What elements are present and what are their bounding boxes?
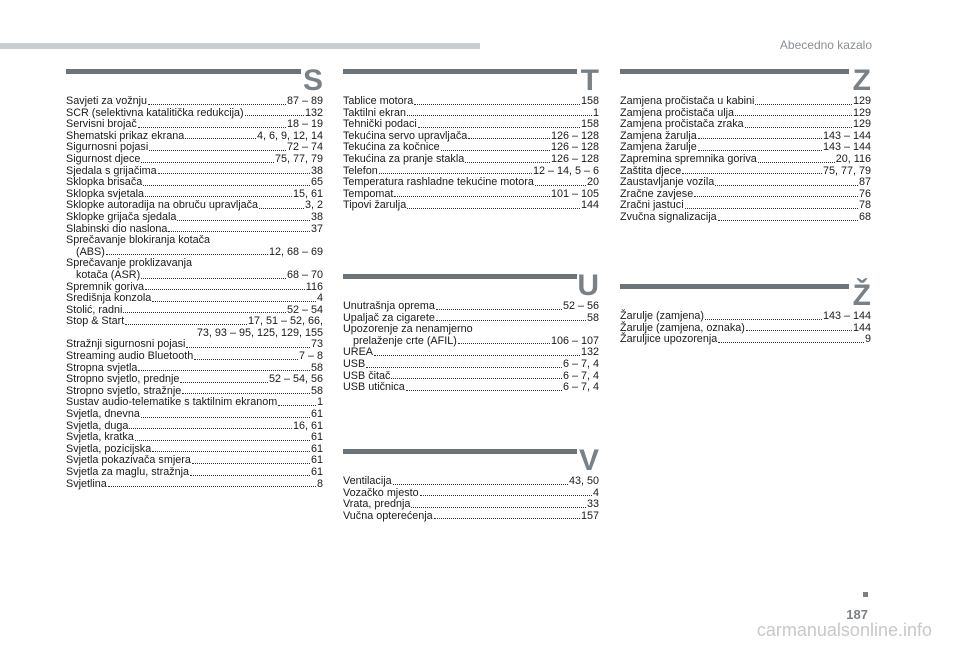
section-header: [343, 271, 599, 301]
section-header: [66, 66, 323, 96]
entry-page: 157: [580, 509, 599, 522]
entry-label: Svjetlina: [66, 477, 107, 490]
entry-page: 4, 6, 9, 12, 14: [256, 129, 323, 142]
entry-page: 7 – 8: [298, 350, 323, 363]
entry-label: Svjetla, dnevna: [66, 408, 140, 421]
entry-label: Sklopke grijača sjedala: [66, 210, 177, 223]
leader-dots: [418, 127, 580, 128]
entry-label: Sjedala s grijačima: [66, 164, 157, 177]
leader-dots: [394, 196, 550, 197]
index-entries: [343, 96, 599, 212]
index-entry: [343, 154, 599, 166]
leader-dots: [406, 390, 562, 391]
leader-dots: [379, 173, 532, 174]
entry-page: 3, 2: [304, 199, 323, 212]
index-entry: [66, 293, 323, 305]
leader-dots: [192, 463, 310, 464]
index-entry: [620, 96, 871, 108]
entry-page: 106 – 107: [550, 334, 599, 347]
index-entry: [66, 351, 323, 363]
entry-label: Zamjena žarulja: [620, 129, 697, 142]
leader-dots: [108, 486, 316, 487]
leader-dots: [149, 150, 286, 151]
entry-page: 58: [310, 384, 323, 397]
entry-page: 78: [858, 199, 871, 212]
section-rule: [343, 449, 577, 454]
section-V: [343, 446, 599, 522]
leader-dots: [190, 475, 310, 476]
leader-dots: [145, 289, 305, 290]
leader-dots: [374, 355, 580, 356]
entry-page: 158: [580, 118, 599, 131]
entry-page: 43, 50: [568, 475, 599, 487]
entry-label: Stropno svjetlo, stražnje: [66, 384, 182, 397]
leader-dots: [698, 138, 822, 139]
index-entries: [66, 96, 323, 490]
entry-label: Zračni jastuci: [620, 199, 684, 212]
leader-dots: [152, 451, 310, 452]
entry-page: 73: [310, 338, 323, 351]
section-header: [620, 66, 871, 96]
section-S: [66, 66, 323, 490]
leader-dots: [245, 115, 304, 116]
leader-dots: [182, 393, 310, 394]
entry-label: Svjetla, duga: [66, 419, 129, 432]
leader-dots: [141, 162, 274, 163]
entry-page: 72 – 74: [286, 141, 323, 154]
entry-label: Zaštita djece: [620, 164, 682, 177]
leader-dots: [186, 347, 310, 348]
index-entry: [343, 382, 599, 394]
entry-page: 58: [586, 311, 599, 324]
entry-label: Taktilni ekran: [343, 106, 407, 119]
section-letter: T: [580, 64, 599, 97]
index-entry: [620, 154, 871, 166]
entry-page: 6 – 7, 4: [562, 357, 599, 370]
section-U: [343, 271, 599, 394]
entry-page: 12, 68 – 69: [268, 245, 323, 258]
leader-dots: [685, 208, 858, 209]
section-Z: [620, 66, 871, 224]
entry-label: Stop & Start: [66, 315, 125, 328]
entry-page: 9: [864, 333, 871, 346]
index-entry: [343, 476, 599, 488]
index-entry: [343, 301, 599, 313]
entry-label: Ventilacija: [343, 475, 392, 487]
entry-label: Svjetla, kratka: [66, 431, 134, 444]
entry-label: USB čitač: [343, 369, 391, 382]
entry-label: Zamjena pročistača u kabini: [620, 95, 755, 107]
leader-dots: [194, 359, 298, 360]
leader-dots: [148, 104, 286, 105]
entry-page: 126 – 128: [550, 129, 599, 142]
entry-page: 61: [310, 408, 323, 421]
entry-page: 4: [592, 486, 599, 499]
entry-page: 33: [586, 498, 599, 511]
entry-page: 143 – 144: [822, 310, 871, 322]
entry-label: Spremnik goriva: [66, 280, 145, 293]
entry-label: prelaženje crte (AFIL): [353, 334, 457, 347]
section-letter: Ž: [852, 279, 871, 312]
watermark: carmanualsonline.info: [756, 620, 932, 640]
leader-dots: [177, 220, 310, 221]
index-entry: [620, 334, 871, 346]
index-entries: [343, 476, 599, 522]
leader-dots: [694, 196, 858, 197]
entry-label: Stropno svjetlo, prednje: [66, 373, 180, 386]
leader-dots: [143, 185, 310, 186]
entry-page: 129: [852, 106, 871, 119]
entry-label: Temperatura rashladne tekućine motora: [343, 176, 534, 189]
leader-dots: [698, 150, 822, 151]
entry-label: Zračne zavjese: [620, 187, 694, 200]
leader-dots: [135, 440, 310, 441]
entry-page: 61: [310, 431, 323, 444]
leader-dots: [755, 104, 852, 105]
entry-label: Vozačko mjesto: [343, 486, 419, 499]
leader-dots: [465, 162, 550, 163]
entry-page: 15, 61: [292, 187, 323, 200]
index-entry: [343, 96, 599, 108]
entry-page: 1: [316, 396, 323, 409]
entry-label: Savjeti za vožnju: [66, 95, 148, 107]
index-entry: [620, 212, 871, 224]
entry-label: Zamjena pročistača ulja: [620, 106, 735, 119]
entry-label: Slabinski dio naslona: [66, 222, 168, 235]
header-bar: [0, 43, 480, 49]
leader-dots: [366, 367, 562, 368]
index-entry: [66, 479, 323, 491]
entry-page: 52 – 54: [286, 303, 323, 316]
entry-page: 18 – 19: [286, 118, 323, 131]
entry-label: Svjetla, pozicijska: [66, 442, 152, 455]
entry-label: Telefon: [343, 164, 378, 177]
entry-page: 101 – 105: [550, 187, 599, 200]
leader-dots: [715, 185, 858, 186]
entry-page: 87: [858, 176, 871, 189]
index-entry: [620, 177, 871, 189]
leader-dots: [278, 405, 316, 406]
leader-dots: [441, 150, 550, 151]
entry-label: Stražnji sigurnosni pojasi: [66, 338, 186, 351]
entry-page: 143 – 144: [822, 129, 871, 142]
entry-label: Žarulje (zamjena, oznaka): [620, 321, 745, 334]
leader-dots: [141, 417, 310, 418]
section-rule: [620, 284, 849, 289]
entry-label: Streaming audio Bluetooth: [66, 350, 194, 363]
entry-page: 58: [310, 361, 323, 374]
entry-label: Stropna svjetla: [66, 361, 138, 374]
leader-dots: [129, 428, 292, 429]
index-entry: [66, 235, 323, 247]
index-entry: [343, 511, 599, 523]
entry-page: 158: [580, 95, 599, 107]
leader-dots: [746, 330, 852, 331]
section-letter: V: [578, 444, 599, 477]
entry-label: Tempomat: [343, 187, 394, 200]
entry-label: Zamjena žarulje: [620, 141, 697, 154]
entry-page: 129: [852, 118, 871, 131]
index-entries: [620, 96, 871, 224]
entry-page: 1: [592, 106, 599, 119]
leader-dots: [436, 320, 586, 321]
entry-label: Sprečavanje blokiranja kotača: [66, 234, 211, 247]
entry-label: Sklopke autoradija na obruču upravljača: [66, 199, 259, 212]
section-letter: Z: [852, 64, 871, 97]
leader-dots: [414, 104, 580, 105]
leader-dots: [141, 278, 286, 279]
leader-dots: [745, 127, 852, 128]
entry-label: Tipovi žarulja: [343, 199, 407, 212]
section-letter: S: [302, 64, 323, 97]
entry-label: Unutrašnja oprema: [343, 300, 435, 312]
entry-page: 129: [852, 95, 871, 107]
entry-page: 75, 77, 79: [274, 152, 323, 165]
entry-page: 38: [310, 210, 323, 223]
index-entry: [66, 467, 323, 479]
section-header: [620, 281, 871, 311]
entry-label: Upaljač za cigarete: [343, 311, 435, 324]
leader-dots: [411, 507, 586, 508]
index-entry: [66, 177, 323, 189]
entry-page: 6 – 7, 4: [562, 381, 599, 394]
index-entry: [66, 409, 323, 421]
index-entry: [343, 359, 599, 371]
section-rule: [343, 69, 577, 74]
leader-dots: [436, 309, 562, 310]
entry-label: Žarulje (zamjena): [620, 310, 705, 322]
leader-dots: [458, 343, 550, 344]
leader-dots: [407, 115, 592, 116]
page-number: 187: [846, 607, 868, 622]
entry-label: UREA: [343, 346, 373, 359]
leader-dots: [168, 231, 310, 232]
leader-dots: [185, 138, 256, 139]
entry-page: 4: [316, 292, 323, 305]
entry-label: Tekućina servo upravljača: [343, 129, 468, 142]
entry-page: 87 – 89: [286, 95, 323, 107]
entry-label: Sklopka brisača: [66, 176, 143, 189]
leader-dots: [259, 208, 304, 209]
section-Z-caron: [620, 281, 871, 346]
entry-label: Upozorenje za nenamjerno: [343, 323, 473, 336]
entry-page: 73, 93 – 95, 125, 129, 155: [196, 326, 323, 339]
entry-label: Svjetla pokazivača smjera: [66, 454, 191, 467]
entry-label: Tablice motora: [343, 95, 414, 107]
entry-page: 52 – 54, 56: [268, 373, 323, 386]
entry-label: Zaustavljanje vozila: [620, 176, 715, 189]
leader-dots: [123, 312, 286, 313]
entry-label: Sustav audio-telematike s taktilnim ekranom: [66, 396, 278, 409]
entry-page: 20, 116: [835, 152, 871, 165]
leader-dots: [735, 115, 852, 116]
section-header: [343, 66, 599, 96]
entry-label: (ABS): [76, 245, 105, 258]
section-header: [343, 446, 599, 476]
index-entries: [620, 311, 871, 346]
entry-page: 144: [580, 199, 599, 212]
leader-dots: [705, 319, 822, 320]
section-rule: [343, 274, 577, 279]
index-entry: [343, 347, 599, 359]
leader-dots: [393, 484, 568, 485]
leader-dots: [682, 173, 822, 174]
index-entry: [343, 200, 599, 212]
leader-dots: [758, 162, 835, 163]
entry-label: Žaruljice upozorenja: [620, 333, 718, 346]
index-entries: [343, 301, 599, 394]
entry-label: Svjetla za maglu, stražnja: [66, 466, 190, 478]
entry-page: 126 – 128: [550, 141, 599, 154]
entry-page: 38: [310, 164, 323, 177]
page-marker: [863, 592, 868, 597]
entry-label: Središnja konzola: [66, 292, 152, 305]
entry-label: Sprečavanje proklizavanja: [66, 257, 193, 270]
entry-page: 144: [852, 321, 871, 334]
section-rule: [620, 69, 849, 74]
index-entry: [343, 177, 599, 189]
leader-dots: [138, 370, 310, 371]
entry-page: 52 – 56: [562, 300, 599, 312]
index-entry: [343, 336, 599, 348]
leader-dots: [535, 185, 586, 186]
entry-label: Servisni brojač: [66, 118, 137, 131]
entry-label: Zapremina spremnika goriva: [620, 152, 757, 165]
entry-label: Stolić, radni: [66, 303, 123, 316]
entry-label: Vučna opterećenja: [343, 509, 433, 522]
section-rule: [66, 69, 301, 74]
entry-page: 61: [310, 442, 323, 455]
leader-dots: [106, 254, 268, 255]
entry-page: 61: [310, 466, 323, 478]
entry-label: Sklopka svjetala: [66, 187, 145, 200]
leader-dots: [158, 173, 310, 174]
entry-page: 8: [316, 477, 323, 490]
leader-dots: [420, 495, 592, 496]
entry-label: Tekućina za kočnice: [343, 141, 440, 154]
entry-page: 75, 77, 79: [822, 164, 871, 177]
leader-dots: [125, 324, 247, 325]
entry-label: Vrata, prednja: [343, 498, 411, 511]
entry-label: Sigurnosni pojasi: [66, 141, 149, 154]
entry-page: 61: [310, 454, 323, 467]
index-entry: [66, 270, 323, 282]
entry-label: kotača (ASR): [76, 268, 141, 281]
entry-label: Shematski prikaz ekrana: [66, 129, 185, 142]
entry-page: 126 – 128: [550, 152, 599, 165]
entry-label: Sigurnost djece: [66, 152, 141, 165]
entry-page: 65: [310, 176, 323, 189]
leader-dots: [391, 378, 562, 379]
leader-dots: [468, 138, 550, 139]
index-entry: [66, 212, 323, 224]
page-header-title: Abecedno kazalo: [779, 38, 872, 52]
entry-page: 143 – 144: [822, 141, 871, 154]
entry-label: Zamjena pročistača zraka: [620, 118, 744, 131]
section-letter: U: [577, 269, 599, 302]
entry-page: 132: [580, 346, 599, 359]
entry-page: 16, 61: [292, 419, 323, 432]
leader-dots: [718, 342, 864, 343]
entry-page: 6 – 7, 4: [562, 369, 599, 382]
entry-label: SCR (selektivna katalitička redukcija): [66, 106, 244, 119]
entry-page: 17, 51 – 52, 66,: [247, 315, 323, 328]
entry-label: Tehnički podaci: [343, 118, 417, 131]
entry-page: 12 – 14, 5 – 6: [532, 164, 599, 177]
entry-page: 68 – 70: [286, 268, 323, 281]
section-T: [343, 66, 599, 212]
entry-label: Tekućina za pranje stakla: [343, 152, 465, 165]
entry-label: USB: [343, 357, 366, 370]
entry-page: 37: [310, 222, 323, 235]
entry-page: 76: [858, 187, 871, 200]
index-entry: [620, 311, 871, 323]
entry-label: USB utičnica: [343, 381, 405, 394]
leader-dots: [434, 518, 580, 519]
leader-dots: [138, 127, 286, 128]
leader-dots: [718, 220, 858, 221]
leader-dots: [407, 208, 580, 209]
entry-label: Zvučna signalizacija: [620, 210, 717, 223]
index-entry: [66, 96, 323, 108]
entry-page: 20: [586, 176, 599, 189]
index-entry: [66, 154, 323, 166]
entry-page: 132: [304, 106, 323, 119]
entry-page: 68: [858, 210, 871, 223]
entry-page: 116: [305, 280, 323, 293]
leader-dots: [145, 196, 292, 197]
leader-dots: [152, 301, 316, 302]
leader-dots: [180, 382, 268, 383]
